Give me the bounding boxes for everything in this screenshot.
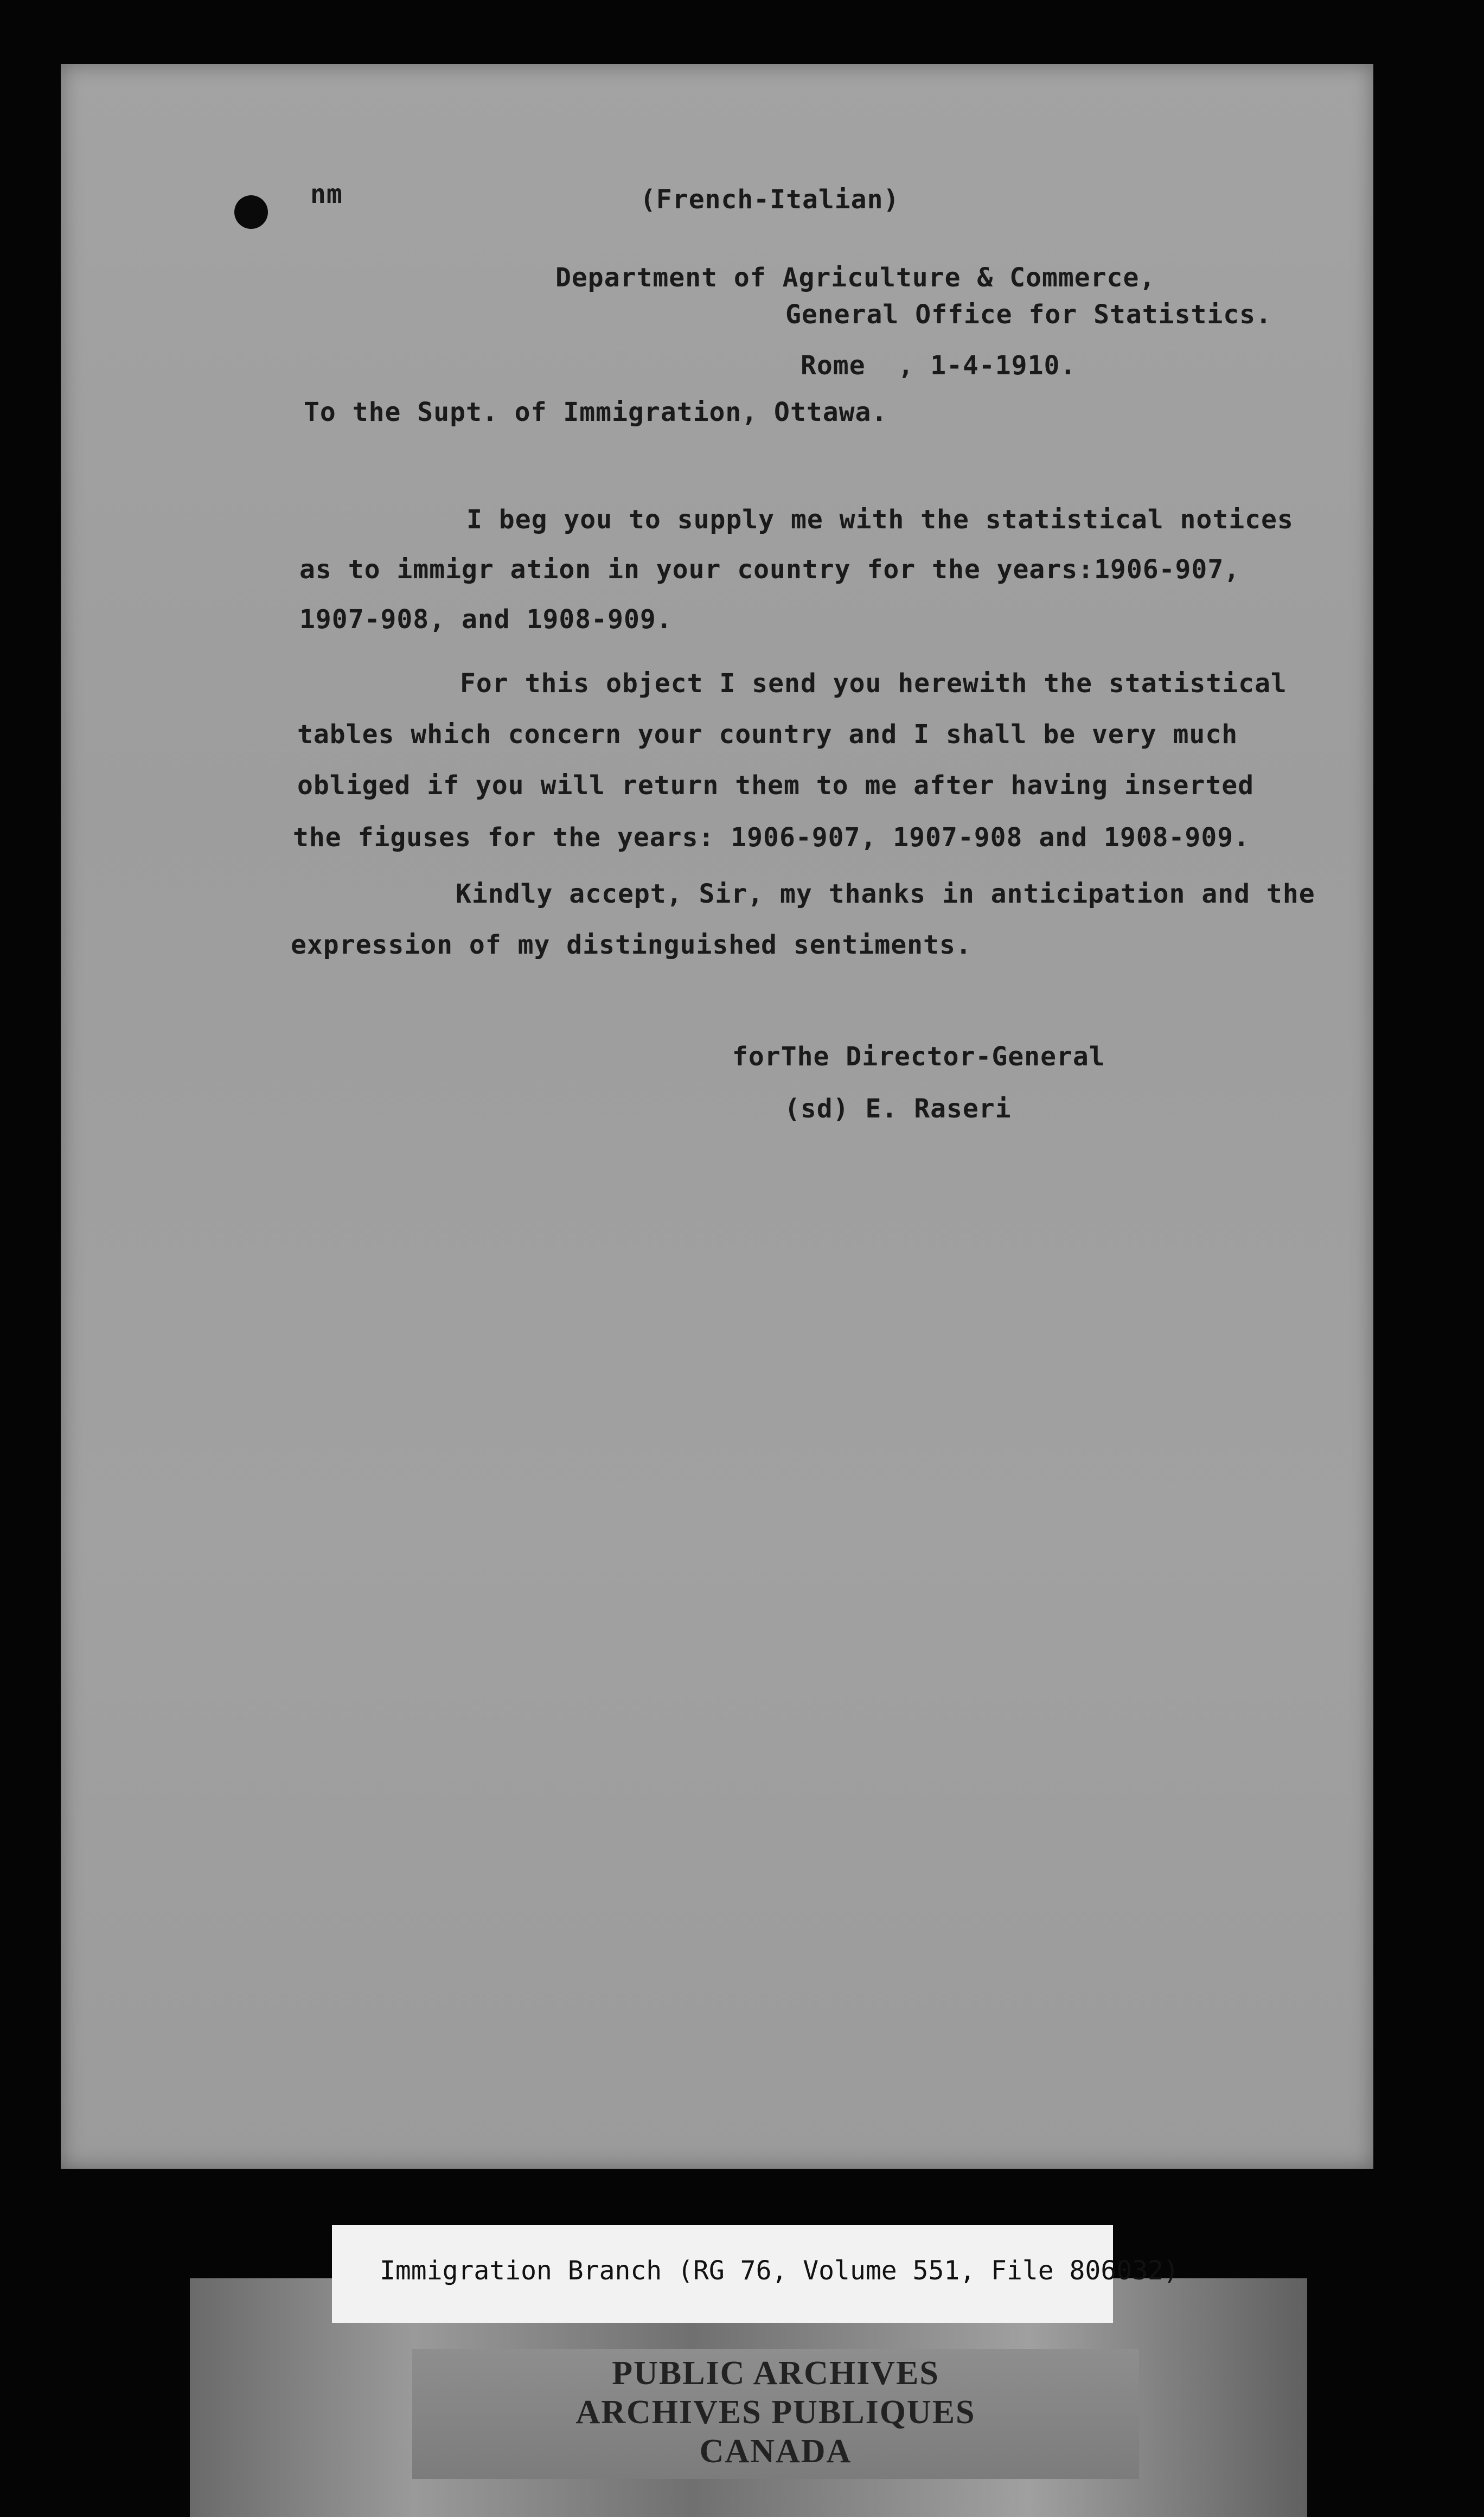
- punch-hole: [234, 195, 268, 229]
- initials: nm: [310, 179, 343, 209]
- stamp-line-2: ARCHIVES PUBLIQUES: [575, 2394, 976, 2431]
- stamp-line-1: PUBLIC ARCHIVES: [612, 2355, 939, 2392]
- language-note: (French-Italian): [640, 184, 900, 215]
- addressee: To the Supt. of Immigration, Ottawa.: [304, 397, 888, 427]
- body-line: tables which concern your country and I shall be very much: [297, 719, 1238, 750]
- stamp-line-3: CANADA: [699, 2433, 852, 2470]
- archives-stamp: [412, 2349, 1139, 2479]
- body-line: I beg you to supply me with the statistical notices: [466, 504, 1294, 535]
- body-line: expression of my distinguished sentiments.: [291, 930, 972, 960]
- signature-title: forThe Director-General: [732, 1042, 1105, 1072]
- body-line: the figuses for the years: 1906-907, 1907-908 and 1908-909.: [293, 822, 1250, 853]
- sender-department: Department of Agriculture & Commerce,: [555, 263, 1156, 293]
- archive-label: [332, 2225, 1179, 2323]
- body-line: obliged if you will return them to me after having inserted: [297, 770, 1255, 801]
- place-date: Rome , 1-4-1910.: [801, 350, 1077, 381]
- body-line: as to immigr ation in your country for the years:1906-907,: [299, 554, 1240, 585]
- body-line: 1907-908, and 1908-909.: [299, 604, 673, 635]
- sender-office: General Office for Statistics.: [785, 299, 1272, 330]
- body-line: For this object I send you herewith the statistical: [460, 668, 1287, 699]
- signature-name: (sd) E. Raseri: [784, 1094, 1012, 1124]
- body-line: Kindly accept, Sir, my thanks in anticipation and the: [456, 879, 1315, 909]
- archive-label-text: Immigration Branch (RG 76, Volume 551, File 806032): [380, 2256, 1179, 2286]
- letter-page: [61, 64, 1373, 2169]
